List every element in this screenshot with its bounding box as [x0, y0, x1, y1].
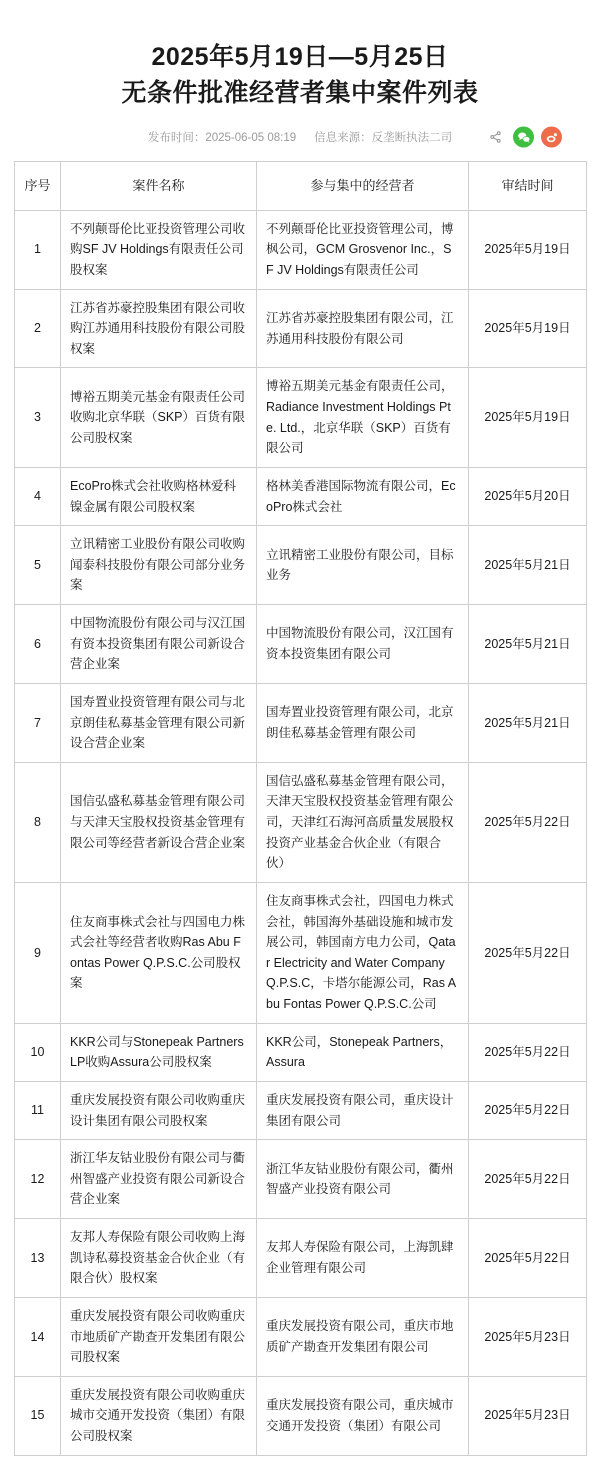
cell-date: 2025年5月22日	[469, 1219, 587, 1298]
cell-no: 3	[15, 368, 61, 468]
cell-parties: KKR公司，Stonepeak Partners，Assura	[257, 1023, 469, 1081]
column-header-no: 序号	[15, 162, 61, 210]
cell-no: 15	[15, 1376, 61, 1455]
table-row	[15, 605, 587, 684]
table-row	[15, 467, 587, 525]
table-row	[15, 1219, 587, 1298]
article-meta	[28, 129, 572, 145]
table-row	[15, 210, 587, 289]
cell-case-name: 国寿置业投资管理有限公司与北京朗佳私募基金管理有限公司新设合营企业案	[61, 683, 257, 762]
weibo-icon[interactable]	[541, 127, 562, 148]
cell-parties: 立讯精密工业股份有限公司，目标业务	[257, 526, 469, 605]
cell-case-name: 友邦人寿保险有限公司收购上海凯诗私募投资基金合伙企业（有限合伙）股权案	[61, 1219, 257, 1298]
cell-no: 14	[15, 1297, 61, 1376]
wechat-icon[interactable]	[513, 127, 534, 148]
cell-no: 10	[15, 1023, 61, 1081]
cell-case-name: 重庆发展投资有限公司收购重庆城市交通开发投资（集团）有限公司股权案	[61, 1376, 257, 1455]
cell-case-name: EcoPro株式会社收购格林爱科镍金属有限公司股权案	[61, 467, 257, 525]
cell-date: 2025年5月19日	[469, 289, 587, 368]
cell-parties: 中国物流股份有限公司，汉江国有资本投资集团有限公司	[257, 605, 469, 684]
cell-case-name: 江苏省苏豪控股集团有限公司收购江苏通用科技股份有限公司股权案	[61, 289, 257, 368]
column-header-case-name: 案件名称	[61, 162, 257, 210]
cell-parties: 江苏省苏豪控股集团有限公司，江苏通用科技股份有限公司	[257, 289, 469, 368]
cell-date: 2025年5月22日	[469, 762, 587, 882]
cell-no: 4	[15, 467, 61, 525]
cell-date: 2025年5月20日	[469, 467, 587, 525]
cell-parties: 友邦人寿保险有限公司，上海凯肆企业管理有限公司	[257, 1219, 469, 1298]
cell-case-name: 不列颠哥伦比亚投资管理公司收购SF JV Holdings有限责任公司股权案	[61, 210, 257, 289]
cell-no: 12	[15, 1140, 61, 1219]
cell-no: 8	[15, 762, 61, 882]
cell-parties: 不列颠哥伦比亚投资管理公司，博枫公司，GCM Grosvenor Inc.，SF JV Holdings有限责任公司	[257, 210, 469, 289]
table-head	[15, 162, 587, 210]
table-row	[15, 289, 587, 368]
table-row	[15, 1140, 587, 1219]
cell-no: 13	[15, 1219, 61, 1298]
cases-table-wrap	[14, 161, 586, 1455]
cell-case-name: 中国物流股份有限公司与汉江国有资本投资集团有限公司新设合营企业案	[61, 605, 257, 684]
cell-no: 1	[15, 210, 61, 289]
cell-date: 2025年5月22日	[469, 1081, 587, 1139]
publish-time: 发布时间：2025-06-05 08:19	[147, 132, 297, 145]
cell-parties: 重庆发展投资有限公司，重庆设计集团有限公司	[257, 1081, 469, 1139]
cell-case-name: 重庆发展投资有限公司收购重庆设计集团有限公司股权案	[61, 1081, 257, 1139]
cell-case-name: KKR公司与Stonepeak Partners LP收购Assura公司股权案	[61, 1023, 257, 1081]
cell-parties: 重庆发展投资有限公司，重庆市地质矿产勘查开发集团有限公司	[257, 1297, 469, 1376]
cell-case-name: 国信弘盛私募基金管理有限公司与天津天宝股权投资基金管理有限公司等经营者新设合营企业案	[61, 762, 257, 882]
cell-parties: 重庆发展投资有限公司，重庆城市交通开发投资（集团）有限公司	[257, 1376, 469, 1455]
table-header-row	[15, 162, 587, 210]
cell-date: 2025年5月19日	[469, 210, 587, 289]
cell-parties: 浙江华友钴业股份有限公司，衢州智盛产业投资有限公司	[257, 1140, 469, 1219]
cell-case-name: 住友商事株式会社与四国电力株式会社等经营者收购Ras Abu Fontas Power Q.P.S.C.公司股权案	[61, 882, 257, 1023]
cell-date: 2025年5月22日	[469, 1140, 587, 1219]
article-header	[0, 0, 600, 145]
table-row	[15, 683, 587, 762]
cell-no: 5	[15, 526, 61, 605]
cell-no: 6	[15, 605, 61, 684]
source-label: 信息来源：反垄断执法二司	[314, 132, 453, 145]
cell-date: 2025年5月19日	[469, 368, 587, 468]
cell-date: 2025年5月22日	[469, 1023, 587, 1081]
cell-parties: 国寿置业投资管理有限公司，北京朗佳私募基金管理有限公司	[257, 683, 469, 762]
column-header-date: 审结时间	[469, 162, 587, 210]
cell-parties: 格林美香港国际物流有限公司，EcoPro株式会社	[257, 467, 469, 525]
cell-date: 2025年5月23日	[469, 1297, 587, 1376]
table-row	[15, 1376, 587, 1455]
share-icon-group	[485, 127, 562, 148]
table-row	[15, 526, 587, 605]
page-title-line-1: 2025年5月19日—5月25日	[151, 42, 449, 71]
cell-case-name: 立讯精密工业股份有限公司收购闻泰科技股份有限公司部分业务案	[61, 526, 257, 605]
table-row	[15, 762, 587, 882]
cell-date: 2025年5月21日	[469, 526, 587, 605]
page-title-line-2: 无条件批准经营者集中案件列表	[121, 79, 479, 107]
cell-no: 2	[15, 289, 61, 368]
share-icon[interactable]	[485, 127, 506, 148]
table-row	[15, 368, 587, 468]
cell-case-name: 博裕五期美元基金有限责任公司收购北京华联（SKP）百货有限公司股权案	[61, 368, 257, 468]
cell-case-name: 重庆发展投资有限公司收购重庆市地质矿产勘查开发集团有限公司股权案	[61, 1297, 257, 1376]
cell-date: 2025年5月21日	[469, 605, 587, 684]
table-row	[15, 1023, 587, 1081]
column-header-parties: 参与集中的经营者	[257, 162, 469, 210]
cell-date: 2025年5月22日	[469, 882, 587, 1023]
table-body	[15, 210, 587, 1455]
cell-case-name: 浙江华友钴业股份有限公司与衢州智盛产业投资有限公司新设合营企业案	[61, 1140, 257, 1219]
table-row	[15, 1081, 587, 1139]
cell-no: 7	[15, 683, 61, 762]
cell-parties: 国信弘盛私募基金管理有限公司，天津天宝股权投资基金管理有限公司，天津红石海河高质量发展股权投资产业基金合伙企业（有限合伙）	[257, 762, 469, 882]
cell-date: 2025年5月23日	[469, 1376, 587, 1455]
page-title	[28, 39, 572, 112]
cell-parties: 博裕五期美元基金有限责任公司，Radiance Investment Holdings Pte. Ltd.，北京华联（SKP）百货有限公司	[257, 368, 469, 468]
cell-no: 11	[15, 1081, 61, 1139]
table-row	[15, 1297, 587, 1376]
cases-table	[14, 161, 587, 1455]
cell-date: 2025年5月21日	[469, 683, 587, 762]
cell-parties: 住友商事株式会社，四国电力株式会社，韩国海外基础设施和城市发展公司，韩国南方电力公司，Qatar Electricity and Water Company Q.P.S.C，卡塔尔能源公司，Ras Abu Fontas Power Q.P.S.C.公司	[257, 882, 469, 1023]
table-row	[15, 882, 587, 1023]
cell-no: 9	[15, 882, 61, 1023]
